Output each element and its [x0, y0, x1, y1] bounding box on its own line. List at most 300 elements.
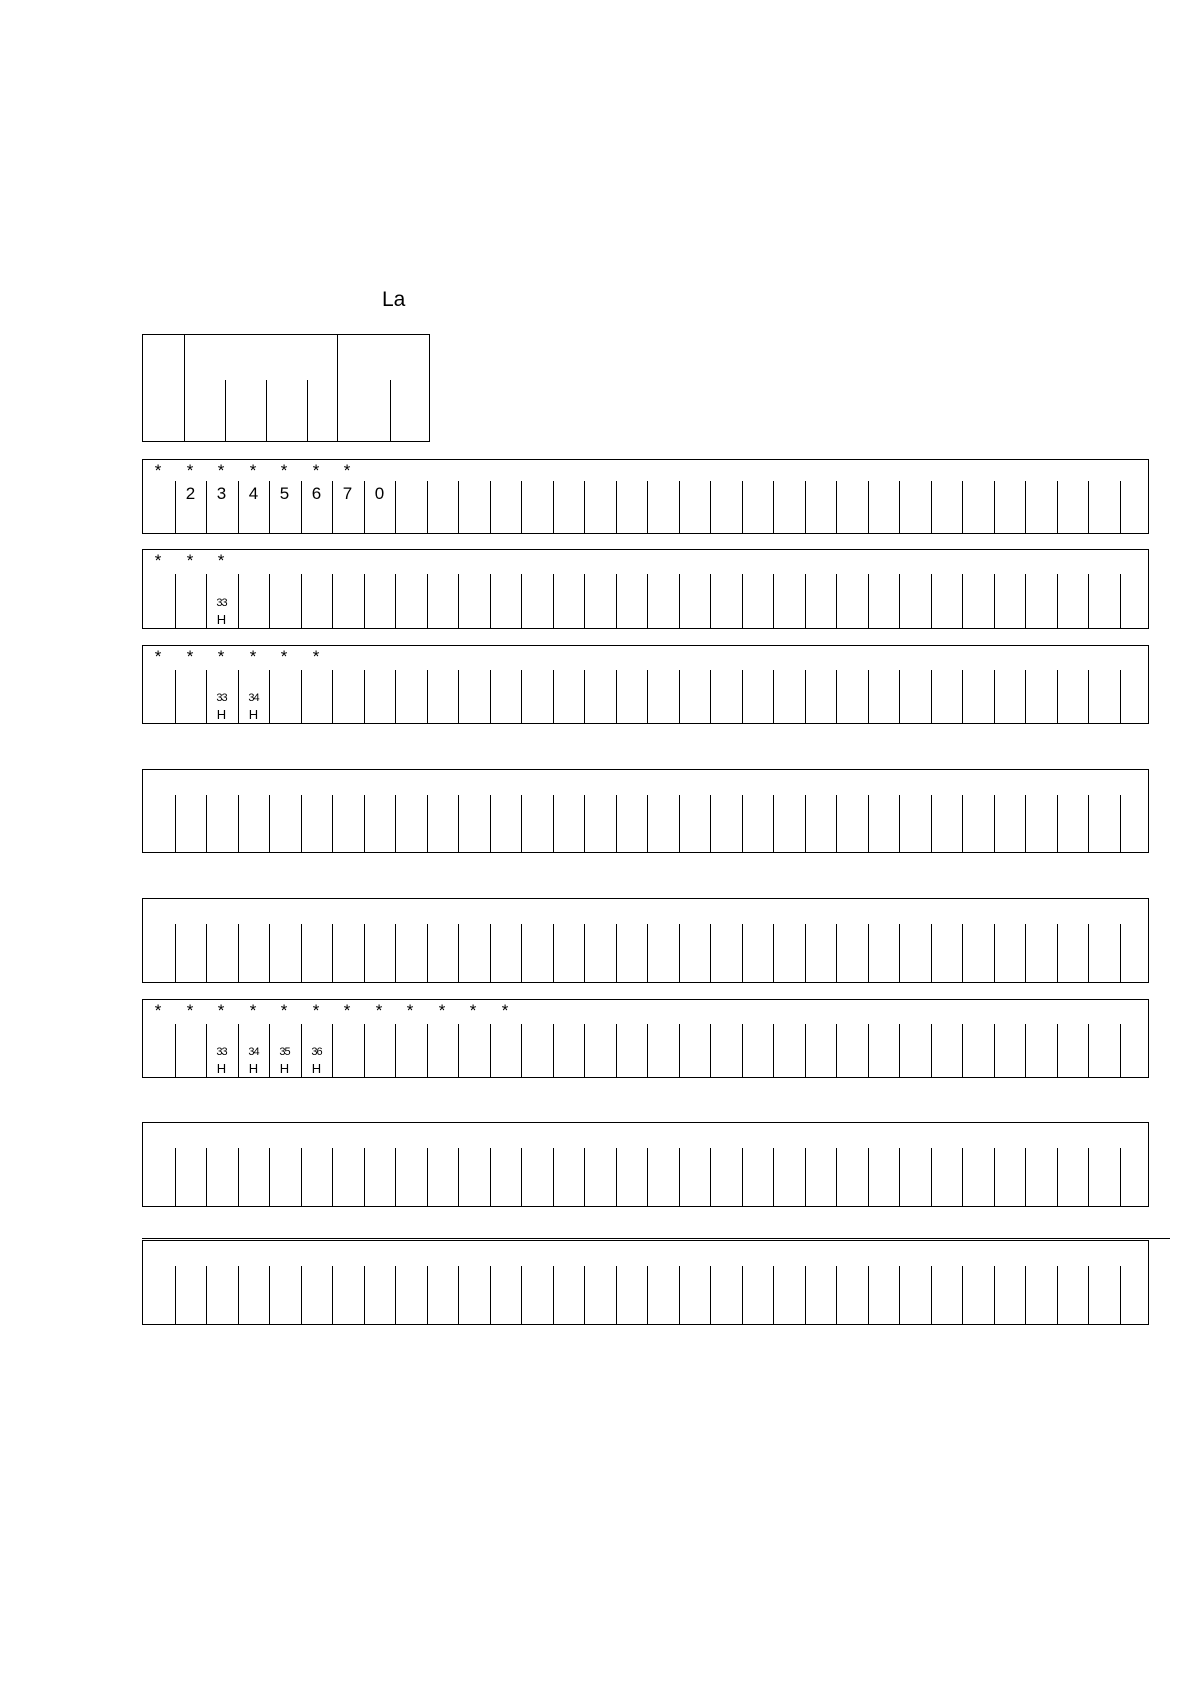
tick-mark [805, 481, 806, 533]
tick-mark [679, 1148, 680, 1206]
tick-mark [490, 1024, 491, 1077]
tick-mark [395, 795, 396, 852]
cell-code-letter: H [279, 1061, 290, 1076]
cell-code-number: 36 [311, 1046, 322, 1058]
tick-mark [742, 481, 743, 533]
tick-mark [553, 670, 554, 723]
tick-mark [553, 574, 554, 628]
tick-mark [553, 481, 554, 533]
tick-mark [679, 1266, 680, 1324]
asterisk-mark: * [154, 461, 162, 480]
tick-mark [1057, 1024, 1058, 1077]
tick-mark [332, 574, 333, 628]
cell-number: 7 [342, 484, 353, 503]
tick-row [142, 459, 1149, 534]
cell-code [206, 595, 237, 628]
tick-mark [962, 795, 963, 852]
tick-mark [364, 795, 365, 852]
asterisk-mark: * [501, 1001, 509, 1020]
tick-mark [238, 574, 239, 628]
header-divider [337, 335, 338, 442]
cell-number: 2 [185, 484, 196, 503]
cell-code-number: 33 [216, 597, 227, 609]
tick-mark [679, 924, 680, 982]
tick-mark [710, 795, 711, 852]
tick-mark [238, 924, 239, 982]
tick-mark [962, 1266, 963, 1324]
tick-mark [1088, 924, 1089, 982]
tick-mark [868, 1148, 869, 1206]
tick-mark [521, 1024, 522, 1077]
tick-mark [584, 1266, 585, 1324]
cell-code [269, 1044, 300, 1077]
tick-mark [1088, 574, 1089, 628]
tick-mark [931, 924, 932, 982]
tick-mark [1088, 1148, 1089, 1206]
tick-mark [175, 1266, 176, 1324]
tick-mark [238, 1266, 239, 1324]
cell-number: 4 [248, 484, 259, 503]
tick-mark [994, 795, 995, 852]
tick-mark [521, 481, 522, 533]
tick-mark [836, 1266, 837, 1324]
asterisk-mark: * [280, 647, 288, 666]
tick-mark [1120, 924, 1121, 982]
tick-mark [238, 1148, 239, 1206]
tick-mark [647, 795, 648, 852]
tick-mark [332, 1266, 333, 1324]
tick-mark [836, 1024, 837, 1077]
tick-mark [206, 924, 207, 982]
tick-mark [931, 795, 932, 852]
tick-mark [521, 670, 522, 723]
asterisk-mark: * [217, 551, 225, 570]
tick-mark [773, 1024, 774, 1077]
tick-mark [584, 670, 585, 723]
tick-mark [616, 574, 617, 628]
tick-mark [742, 795, 743, 852]
tick-mark [805, 670, 806, 723]
asterisk-mark: * [375, 1001, 383, 1020]
tick-mark [1120, 795, 1121, 852]
tick-mark [521, 1266, 522, 1324]
tick-mark [994, 1148, 995, 1206]
tick-mark [332, 795, 333, 852]
tick-mark [931, 1266, 932, 1324]
tick-mark [364, 670, 365, 723]
cell-code-number: 35 [279, 1046, 290, 1058]
asterisk-mark: * [154, 647, 162, 666]
tick-mark [1088, 1266, 1089, 1324]
tick-mark [616, 1024, 617, 1077]
tick-mark [836, 795, 837, 852]
tick-mark [458, 574, 459, 628]
tick-mark [584, 1024, 585, 1077]
asterisk-mark: * [343, 461, 351, 480]
tick-mark [175, 574, 176, 628]
tick-mark [490, 795, 491, 852]
tick-mark [364, 574, 365, 628]
tick-mark [899, 1024, 900, 1077]
cell-code-letter: H [216, 612, 227, 627]
tick-mark [301, 924, 302, 982]
tick-mark [238, 795, 239, 852]
tick-mark [364, 924, 365, 982]
tick-mark [458, 795, 459, 852]
tick-mark [458, 1266, 459, 1324]
tick-mark [175, 670, 176, 723]
tick-mark [301, 670, 302, 723]
tick-row [142, 898, 1149, 983]
cell-code [238, 1044, 269, 1077]
tick-mark [805, 1024, 806, 1077]
tick-row [142, 1240, 1149, 1325]
tick-mark [805, 1148, 806, 1206]
tick-mark [490, 924, 491, 982]
tick-mark [175, 924, 176, 982]
tick-mark [1088, 670, 1089, 723]
tick-mark [647, 924, 648, 982]
tick-mark [364, 1148, 365, 1206]
tick-mark [742, 670, 743, 723]
cell-code-letter: H [216, 707, 227, 722]
tick-mark [1057, 924, 1058, 982]
tick-mark [584, 795, 585, 852]
asterisk-mark: * [249, 1001, 257, 1020]
tick-mark [647, 1024, 648, 1077]
tick-mark [773, 670, 774, 723]
tick-mark [206, 795, 207, 852]
tick-mark [647, 670, 648, 723]
tick-mark [868, 1266, 869, 1324]
tick-mark [994, 670, 995, 723]
cell-code [206, 1044, 237, 1077]
tick-mark [994, 1024, 995, 1077]
asterisk-mark: * [249, 647, 257, 666]
cell-code-letter: H [216, 1061, 227, 1076]
tick-mark [458, 924, 459, 982]
tick-mark [584, 574, 585, 628]
tick-mark [962, 481, 963, 533]
tick-mark [553, 1266, 554, 1324]
asterisk-mark: * [312, 1001, 320, 1020]
tick-mark [458, 481, 459, 533]
tick-mark [427, 670, 428, 723]
tick-mark [931, 481, 932, 533]
tick-mark [1057, 795, 1058, 852]
tick-mark [395, 1024, 396, 1077]
tick-mark [773, 795, 774, 852]
asterisk-mark: * [312, 647, 320, 666]
tick-mark [1025, 1148, 1026, 1206]
page-title: La [382, 288, 406, 311]
tick-mark [647, 1148, 648, 1206]
tick-mark [364, 1024, 365, 1077]
tick-mark [1120, 1024, 1121, 1077]
tick-row [142, 645, 1149, 724]
tick-mark [742, 574, 743, 628]
asterisk-mark: * [154, 1001, 162, 1020]
tick-mark [553, 1148, 554, 1206]
tick-mark [868, 574, 869, 628]
tick-mark [1088, 1024, 1089, 1077]
tick-mark [395, 1148, 396, 1206]
tick-mark [931, 670, 932, 723]
tick-mark [679, 1024, 680, 1077]
asterisk-mark: * [217, 461, 225, 480]
tick-mark [836, 1148, 837, 1206]
tick-mark [742, 1148, 743, 1206]
tick-mark [269, 574, 270, 628]
tick-mark [490, 1148, 491, 1206]
cell-code-number: 34 [248, 692, 259, 704]
tick-mark [805, 924, 806, 982]
tick-mark [836, 670, 837, 723]
tick-mark [1057, 481, 1058, 533]
tick-mark [490, 670, 491, 723]
tick-mark [206, 1148, 207, 1206]
tick-mark [773, 1148, 774, 1206]
tick-mark [458, 1148, 459, 1206]
tick-mark [1088, 795, 1089, 852]
tick-mark [427, 924, 428, 982]
tick-mark [616, 670, 617, 723]
tick-mark [899, 1266, 900, 1324]
tick-mark [742, 1266, 743, 1324]
tick-mark [647, 481, 648, 533]
cell-code-letter: H [311, 1061, 322, 1076]
tick-mark [584, 924, 585, 982]
tick-mark [868, 795, 869, 852]
cell-number: 6 [311, 484, 322, 503]
tick-mark [427, 1024, 428, 1077]
cell-code [206, 690, 237, 723]
tick-mark [269, 1148, 270, 1206]
asterisk-mark: * [280, 461, 288, 480]
tick-mark [899, 670, 900, 723]
tick-mark [962, 1024, 963, 1077]
tick-mark [868, 481, 869, 533]
tick-mark [206, 1266, 207, 1324]
cell-code-number: 34 [248, 1046, 259, 1058]
tick-mark [710, 924, 711, 982]
tick-mark [679, 670, 680, 723]
tick-mark [710, 1266, 711, 1324]
tick-mark [679, 795, 680, 852]
tick-mark [710, 574, 711, 628]
asterisk-mark: * [154, 551, 162, 570]
tick-mark [427, 1266, 428, 1324]
tick-mark [521, 1148, 522, 1206]
tick-mark [899, 1148, 900, 1206]
tick-mark [521, 795, 522, 852]
tick-mark [710, 1024, 711, 1077]
tick-row [142, 769, 1149, 853]
tick-mark [332, 1148, 333, 1206]
cell-code-number: 33 [216, 692, 227, 704]
tick-mark [773, 924, 774, 982]
tick-mark [490, 481, 491, 533]
tick-mark [1057, 1148, 1058, 1206]
tick-mark [616, 924, 617, 982]
tick-mark [301, 1266, 302, 1324]
tick-mark [647, 574, 648, 628]
tick-mark [805, 574, 806, 628]
tick-mark [427, 1148, 428, 1206]
tick-mark [994, 1266, 995, 1324]
tick-mark [1025, 574, 1026, 628]
tick-mark [1025, 795, 1026, 852]
tick-mark [395, 924, 396, 982]
tick-mark [616, 1266, 617, 1324]
tick-mark [269, 670, 270, 723]
separator-rule [142, 1238, 1170, 1239]
tick-mark [710, 481, 711, 533]
tick-mark [742, 924, 743, 982]
tick-mark [301, 795, 302, 852]
tick-mark [427, 481, 428, 533]
tick-mark [584, 1148, 585, 1206]
tick-mark [773, 481, 774, 533]
cell-code-letter: H [248, 707, 259, 722]
tick-mark [994, 574, 995, 628]
tick-mark [395, 670, 396, 723]
tick-mark [1025, 670, 1026, 723]
tick-mark [395, 1266, 396, 1324]
tick-mark [836, 574, 837, 628]
tick-mark [773, 1266, 774, 1324]
tick-mark [868, 924, 869, 982]
tick-mark [364, 1266, 365, 1324]
tick-mark [616, 795, 617, 852]
tick-mark [899, 574, 900, 628]
tick-mark [1025, 1024, 1026, 1077]
asterisk-mark: * [217, 647, 225, 666]
header-tick [307, 380, 308, 442]
tick-mark [458, 670, 459, 723]
tick-row [142, 999, 1149, 1078]
tick-mark [616, 1148, 617, 1206]
tick-mark [490, 574, 491, 628]
tick-mark [836, 924, 837, 982]
tick-mark [710, 670, 711, 723]
tick-mark [553, 795, 554, 852]
tick-mark [427, 574, 428, 628]
tick-mark [269, 924, 270, 982]
tick-mark [994, 924, 995, 982]
header-grid-box [142, 334, 430, 442]
tick-mark [458, 1024, 459, 1077]
tick-mark [301, 1148, 302, 1206]
tick-mark [521, 574, 522, 628]
tick-mark [269, 795, 270, 852]
asterisk-mark: * [186, 551, 194, 570]
tick-mark [679, 574, 680, 628]
tick-mark [1120, 574, 1121, 628]
cell-number: 3 [216, 484, 227, 503]
tick-row [142, 1122, 1149, 1207]
asterisk-mark: * [343, 1001, 351, 1020]
tick-mark [962, 924, 963, 982]
tick-mark [395, 574, 396, 628]
asterisk-mark: * [406, 1001, 414, 1020]
header-tick [225, 380, 226, 442]
tick-mark [868, 1024, 869, 1077]
tick-mark [616, 481, 617, 533]
tick-mark [1088, 481, 1089, 533]
tick-row [142, 549, 1149, 629]
tick-mark [868, 670, 869, 723]
tick-mark [899, 795, 900, 852]
asterisk-mark: * [469, 1001, 477, 1020]
tick-mark [994, 481, 995, 533]
cell-code [301, 1044, 332, 1077]
tick-mark [647, 1266, 648, 1324]
asterisk-mark: * [438, 1001, 446, 1020]
asterisk-mark: * [186, 1001, 194, 1020]
tick-mark [1057, 670, 1058, 723]
tick-mark [1057, 1266, 1058, 1324]
cell-code-number: 33 [216, 1046, 227, 1058]
tick-mark [301, 574, 302, 628]
tick-mark [175, 795, 176, 852]
asterisk-mark: * [186, 461, 194, 480]
tick-mark [175, 1148, 176, 1206]
asterisk-mark: * [249, 461, 257, 480]
tick-mark [962, 670, 963, 723]
header-divider [184, 335, 185, 442]
asterisk-mark: * [280, 1001, 288, 1020]
asterisk-mark: * [312, 461, 320, 480]
tick-mark [584, 481, 585, 533]
tick-mark [679, 481, 680, 533]
tick-mark [899, 481, 900, 533]
tick-mark [332, 670, 333, 723]
tick-mark [395, 481, 396, 533]
tick-mark [836, 481, 837, 533]
tick-mark [1120, 481, 1121, 533]
tick-mark [553, 924, 554, 982]
tick-mark [931, 574, 932, 628]
header-tick [390, 380, 391, 442]
tick-mark [805, 795, 806, 852]
tick-mark [332, 1024, 333, 1077]
tick-mark [490, 1266, 491, 1324]
tick-mark [553, 1024, 554, 1077]
cell-code [238, 690, 269, 723]
tick-mark [710, 1148, 711, 1206]
cell-number: 5 [279, 484, 290, 503]
tick-mark [1025, 481, 1026, 533]
tick-mark [332, 924, 333, 982]
tick-mark [899, 924, 900, 982]
cell-code-letter: H [248, 1061, 259, 1076]
tick-mark [962, 1148, 963, 1206]
tick-mark [931, 1024, 932, 1077]
asterisk-mark: * [186, 647, 194, 666]
tick-mark [1120, 1148, 1121, 1206]
tick-mark [427, 795, 428, 852]
tick-mark [1120, 1266, 1121, 1324]
tick-mark [805, 1266, 806, 1324]
asterisk-mark: * [217, 1001, 225, 1020]
tick-mark [269, 1266, 270, 1324]
tick-mark [521, 924, 522, 982]
tick-mark [1025, 924, 1026, 982]
tick-mark [1025, 1266, 1026, 1324]
tick-mark [175, 1024, 176, 1077]
tick-mark [1057, 574, 1058, 628]
